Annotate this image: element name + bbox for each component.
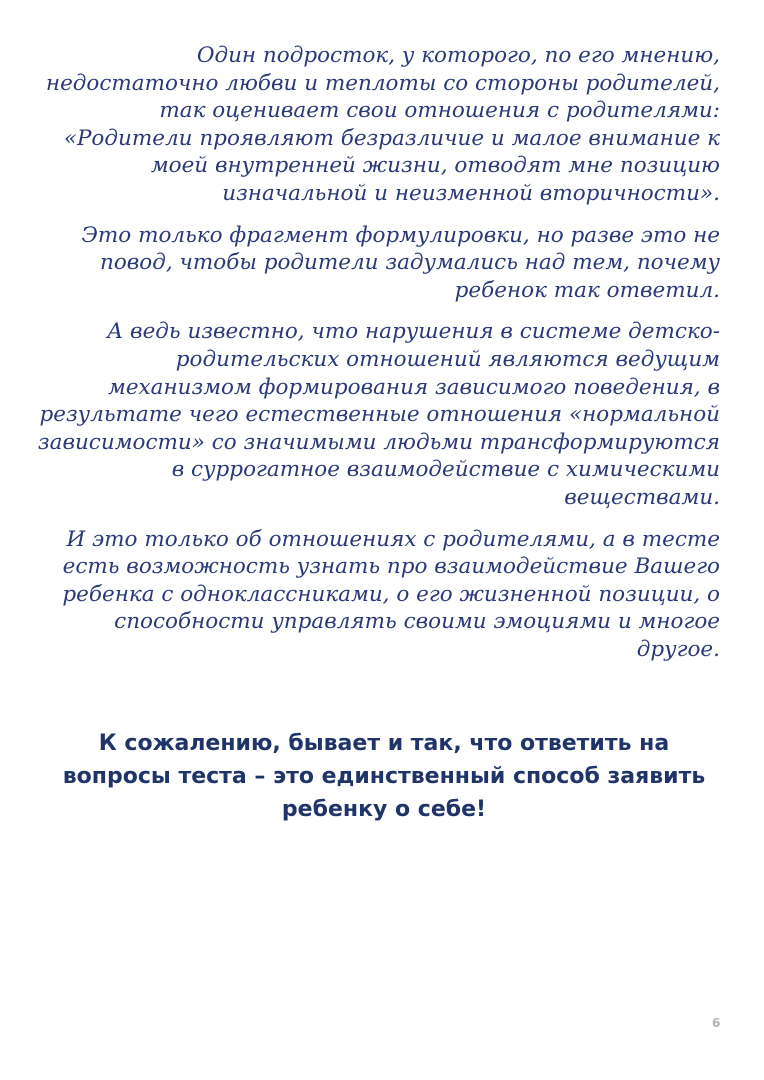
paragraph-test-possibilities: И это только об отношениях с родителями, а в тесте есть возможность узнать про взаимодействие Вашего ребенка с одноклассниками, о его жизненной позиции, о способности управлять своими эмоциями и многое другое. xyxy=(62,526,720,662)
callout-line: К сожалению, бывает и так, что ответить на xyxy=(98,731,670,756)
paragraph-teen-quote: Один подросток, у которого, по его мнению, недостаточно любви и теплоты со стороны родителей, так оценивает свои отношения с родителями: «Родители проявляют безразличие и малое внимание к моей внутренней жизни, отводят мне позицию изначальной и неизменной вторичности». xyxy=(45,43,720,206)
paragraph-dependency-mechanism: А ведь известно, что нарушения в системе детско-родительских отношений являются ведущим механизмом формирования зависимого поведения, в результате чего естественные отношения «нормальной зависимости» со значимыми людьми трансформируются в суррогатное взаимодействие с химическими веществами. xyxy=(37,319,720,510)
bold-callout xyxy=(40,727,728,826)
callout-line: вопросы теста – это единственный способ заявить xyxy=(62,764,706,789)
paragraph-fragment-note: Это только фрагмент формулировки, но разве это не повод, чтобы родители задумались над тем, почему ребенок так ответил. xyxy=(81,222,720,303)
page-number: 6 xyxy=(712,1016,721,1030)
italic-text-block xyxy=(30,42,720,677)
callout-line: ребенку о себе! xyxy=(281,797,487,822)
